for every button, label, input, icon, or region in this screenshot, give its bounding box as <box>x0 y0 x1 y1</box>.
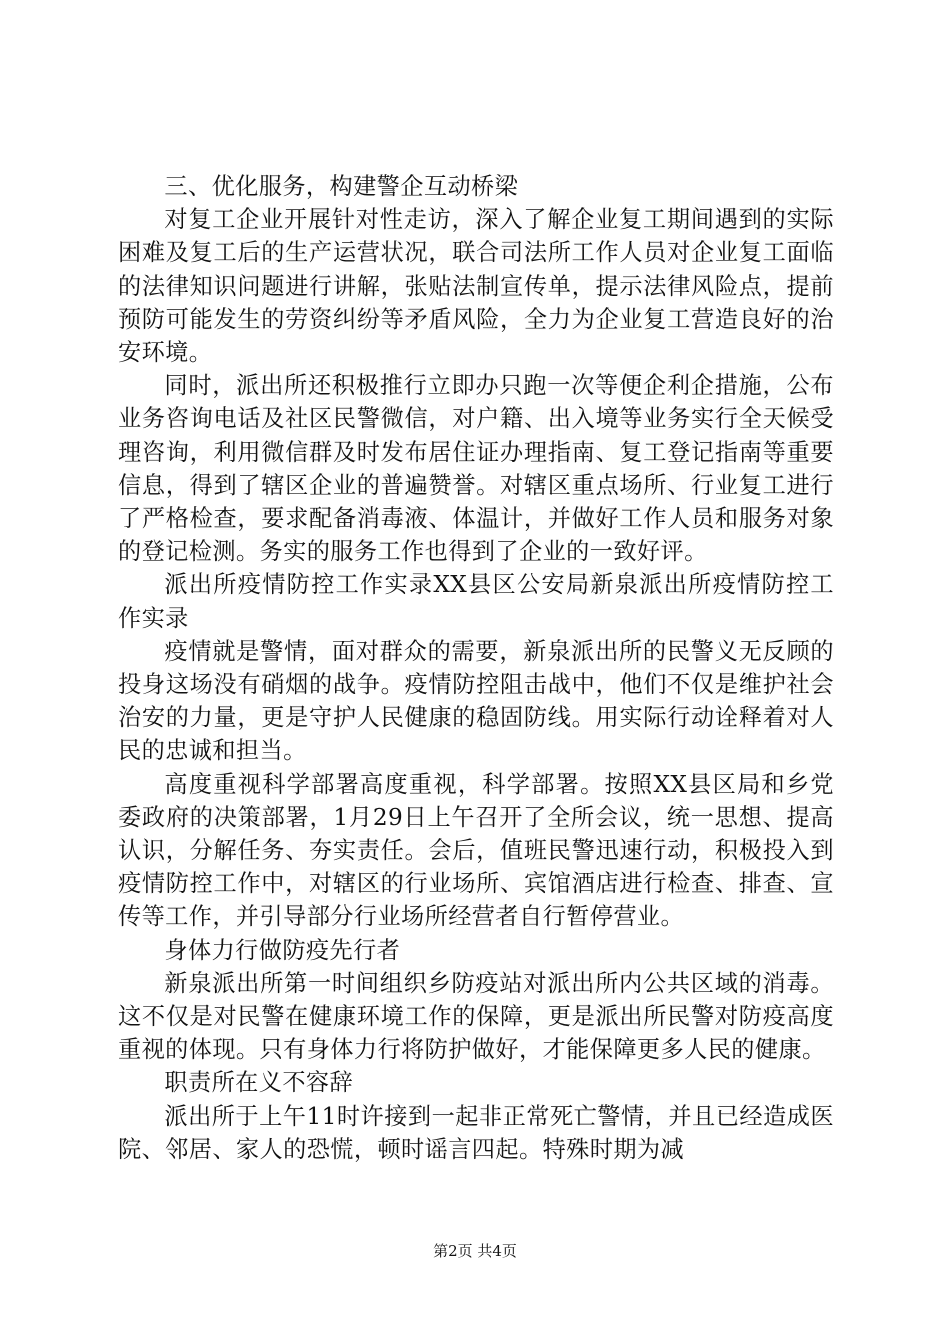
subheading: 职责所在义不容辞 <box>164 1069 354 1097</box>
document-body <box>118 170 834 1166</box>
body-paragraph: 对复工企业开展针对性走访，深入了解企业复工期间遇到的实际困难及复工后的生产运营状况，联合司法所工作人员对企业复工面临的法律知识问题进行讲解，张贴法制宣传单，提示法律风险点，提前预防可能发生的劳资纠纷等矛盾风险，全力为企业复工营造良好的治安环境。 <box>118 206 834 367</box>
body-paragraph: 疫情就是警情，面对群众的需要，新泉派出所的民警义无反顾的投身这场没有硝烟的战争。疫情防控阻击战中，他们不仅是维护社会治安的力量，更是守护人民健康的稳固防线。用实际行动诠释着对人民的忠诚和担当。 <box>118 637 834 765</box>
body-paragraph: 高度重视科学部署高度重视，科学部署。按照XX县区局和乡党委政府的决策部署，1月29日上午召开了全所会议，统一思想、提高认识，分解任务、夯实责任。会后，值班民警迅速行动，积极投入到疫情防控工作中，对辖区的行业场所、宾馆酒店进行检查、排查、宣传等工作，并引导部分行业场所经营者自行暂停营业。 <box>118 770 834 931</box>
article-title: 派出所疫情防控工作实录XX县区公安局新泉派出所疫情防控工作实录 <box>118 571 834 632</box>
body-paragraph: 新泉派出所第一时间组织乡防疫站对派出所内公共区域的消毒。这不仅是对民警在健康环境工作的保障，更是派出所民警对防疫高度重视的体现。只有身体力行将防护做好，才能保障更多人民的健康。 <box>118 969 834 1064</box>
body-paragraph: 派出所于上午11时许接到一起非正常死亡警情，并且已经造成医院、邻居、家人的恐慌，顿时谣言四起。特殊时期为减 <box>118 1102 834 1163</box>
section-heading: 三、优化服务，构建警企互动桥梁 <box>164 173 519 200</box>
body-paragraph: 同时，派出所还积极推行立即办只跑一次等便企利企措施，公布业务咨询电话及社区民警微信，对户籍、出入境等业务实行全天候受理咨询，利用微信群及时发布居住证办理指南、复工登记指南等重要信息，得到了辖区企业的普遍赞誉。对辖区重点场所、行业复工进行了严格检查，要求配备消毒液、体温计，并做好工作人员和服务对象的登记检测。务实的服务工作也得到了企业的一致好评。 <box>118 372 834 566</box>
subheading: 身体力行做防疫先行者 <box>164 936 401 964</box>
page-footer: 第2页 共4页 <box>433 1242 517 1260</box>
